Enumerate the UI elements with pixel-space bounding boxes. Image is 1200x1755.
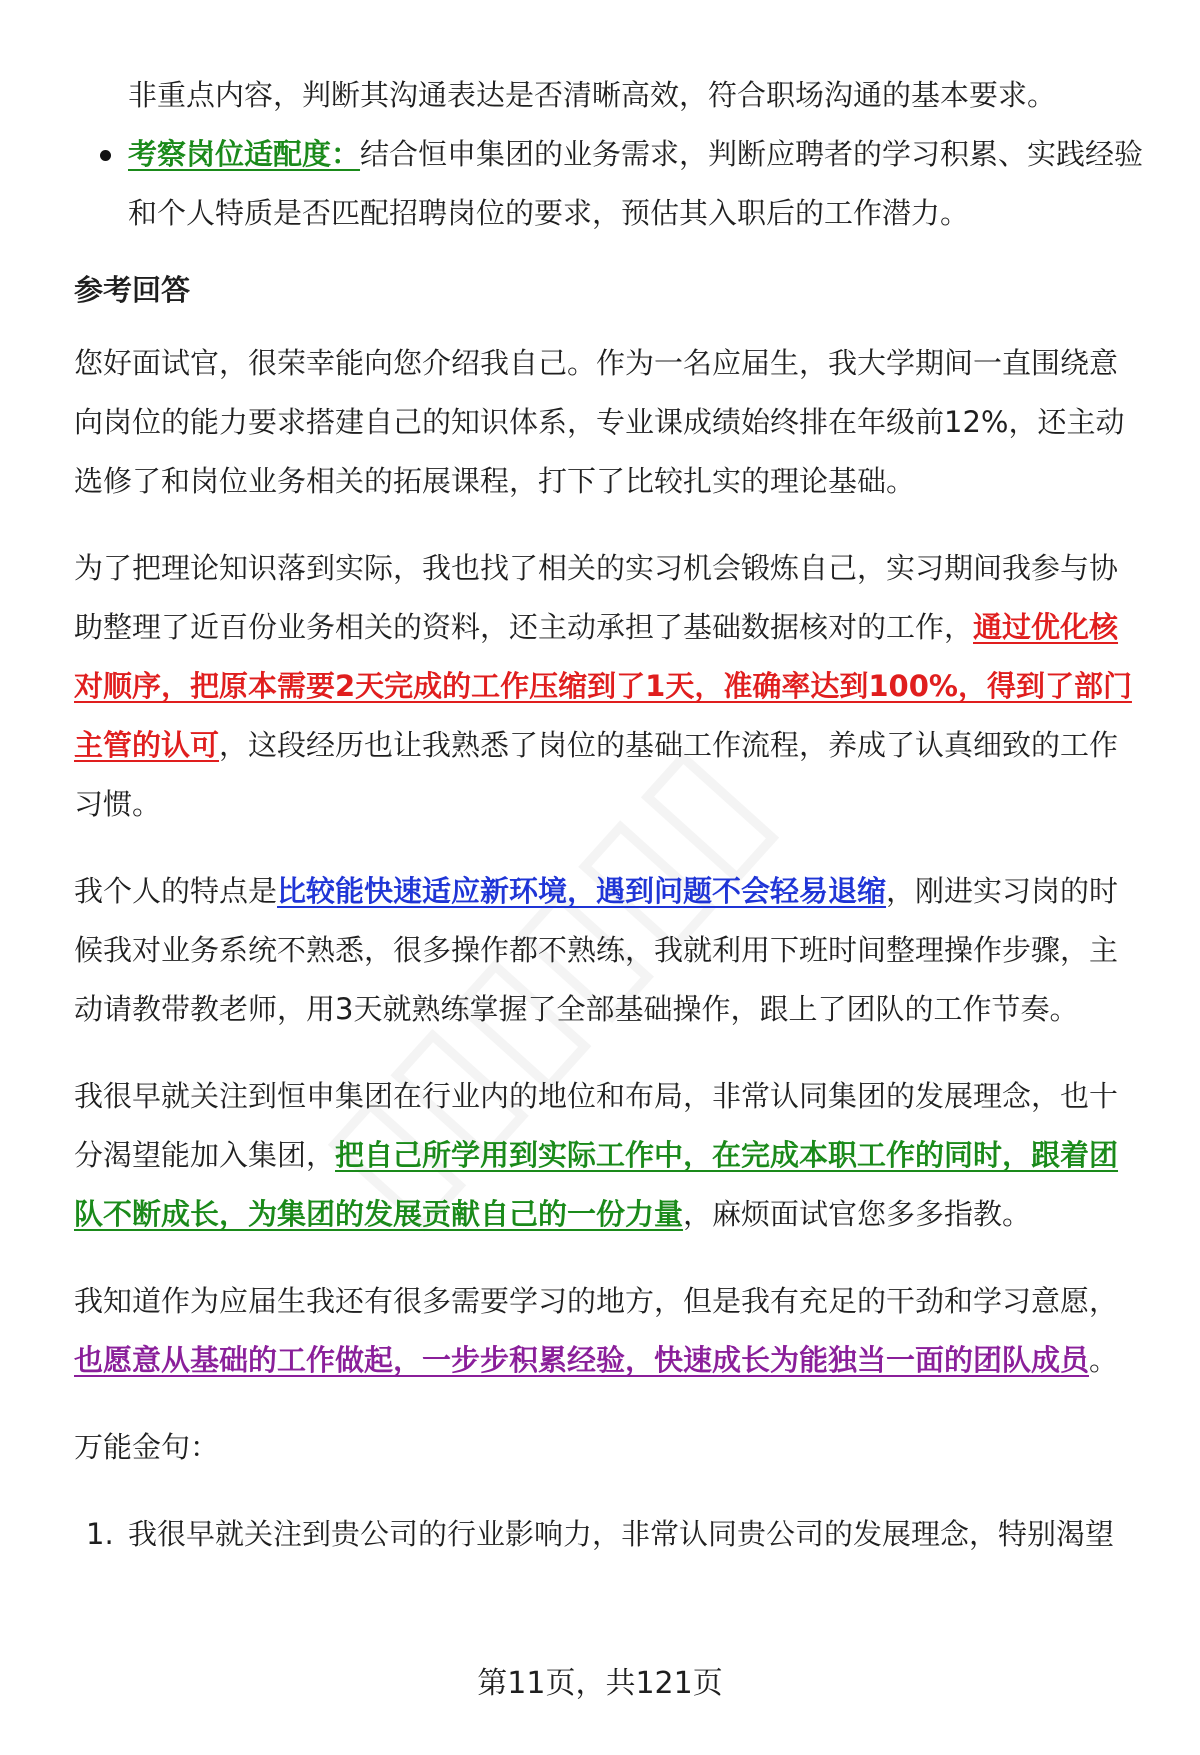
paragraph-2-highlight: 通过优化核对顺序，把原本需要2天完成的工作压缩到了1天，准确率达到100%，得到了部门主管的认可 (74, 610, 1132, 762)
paragraph-5-text: 我知道作为应届生我还有很多需要学习的地方，但是我有充足的干劲和学习意愿， (74, 1284, 1119, 1318)
paragraph-3 (74, 862, 1146, 1039)
list-item (74, 1505, 1146, 1564)
section-heading: 参考回答 (74, 273, 191, 307)
intro-tail: 非重点内容，判断其沟通表达是否清晰高效，符合职场沟通的基本要求。 (128, 78, 1057, 112)
bullet-dot-icon (100, 150, 111, 161)
paragraph-2 (74, 539, 1146, 834)
paragraph-4-tail: ，麻烦面试官您多多指教。 (683, 1197, 1032, 1231)
paragraph-3-text: 我个人的特点是 (74, 874, 278, 908)
content (74, 66, 1146, 1564)
paragraph-2-tail: ，这段经历也让我熟悉了岗位的基础工作流程，养成了认真细致的工作习惯。 (74, 728, 1119, 821)
page-footer: 第11页，共121页 (477, 1666, 723, 1701)
paragraph-3-tail: ，刚进实习岗的时候我对业务系统不熟悉，很多操作都不熟练，我就利用下班时间整理操作步骤，主动请教带教老师，用3天就熟练掌握了全部基础操作，跟上了团队的工作节奏。 (74, 874, 1119, 1026)
paragraph-5-tail: 。 (1089, 1343, 1119, 1377)
paragraph-5 (74, 1272, 1146, 1390)
paragraph-4-text: 我很早就关注到恒申集团在行业内的地位和布局，非常认同集团的发展理念，也十分渴望能加入集团， (74, 1079, 1119, 1172)
bullet-label: 考察岗位适配度： (128, 137, 361, 171)
paragraph-4-highlight: 把自己所学用到实际工作中，在完成本职工作的同时，跟着团队不断成长，为集团的发展贡献自己的一份力量 (74, 1138, 1119, 1231)
paragraph-4 (74, 1067, 1146, 1244)
list-item-text: 我很早就关注到贵公司的行业影响力，非常认同贵公司的发展理念，特别渴望 (128, 1517, 1115, 1551)
bullet-text: 结合恒申集团的业务需求，判断应聘者的学习积累、实践经验和个人特质是否匹配招聘岗位的要求，预估其入职后的工作潜力。 (128, 137, 1144, 230)
list-number: 1. (86, 1517, 114, 1551)
paragraph-3-highlight: 比较能快速适应新环境，遇到问题不会轻易退缩 (277, 874, 887, 908)
golden-label: 万能金句： (74, 1430, 220, 1464)
paragraph-2-text: 为了把理论知识落到实际，我也找了相关的实习机会锻炼自己，实习期间我参与协助整理了近百份业务相关的资料，还主动承担了基础数据核对的工作， (74, 551, 1119, 644)
bullet-item (74, 125, 1146, 243)
paragraph-5-highlight: 也愿意从基础的工作做起，一步步积累经验，快速成长为能独当一面的团队成员 (74, 1343, 1090, 1377)
paragraph-1: 您好面试官，很荣幸能向您介绍我自己。作为一名应届生，我大学期间一直围绕意向岗位的能力要求搭建自己的知识体系，专业课成绩始终排在年级前12%，还主动选修了和岗位业务相关的拓展课程，打下了比较扎实的理论基础。 (74, 346, 1125, 498)
